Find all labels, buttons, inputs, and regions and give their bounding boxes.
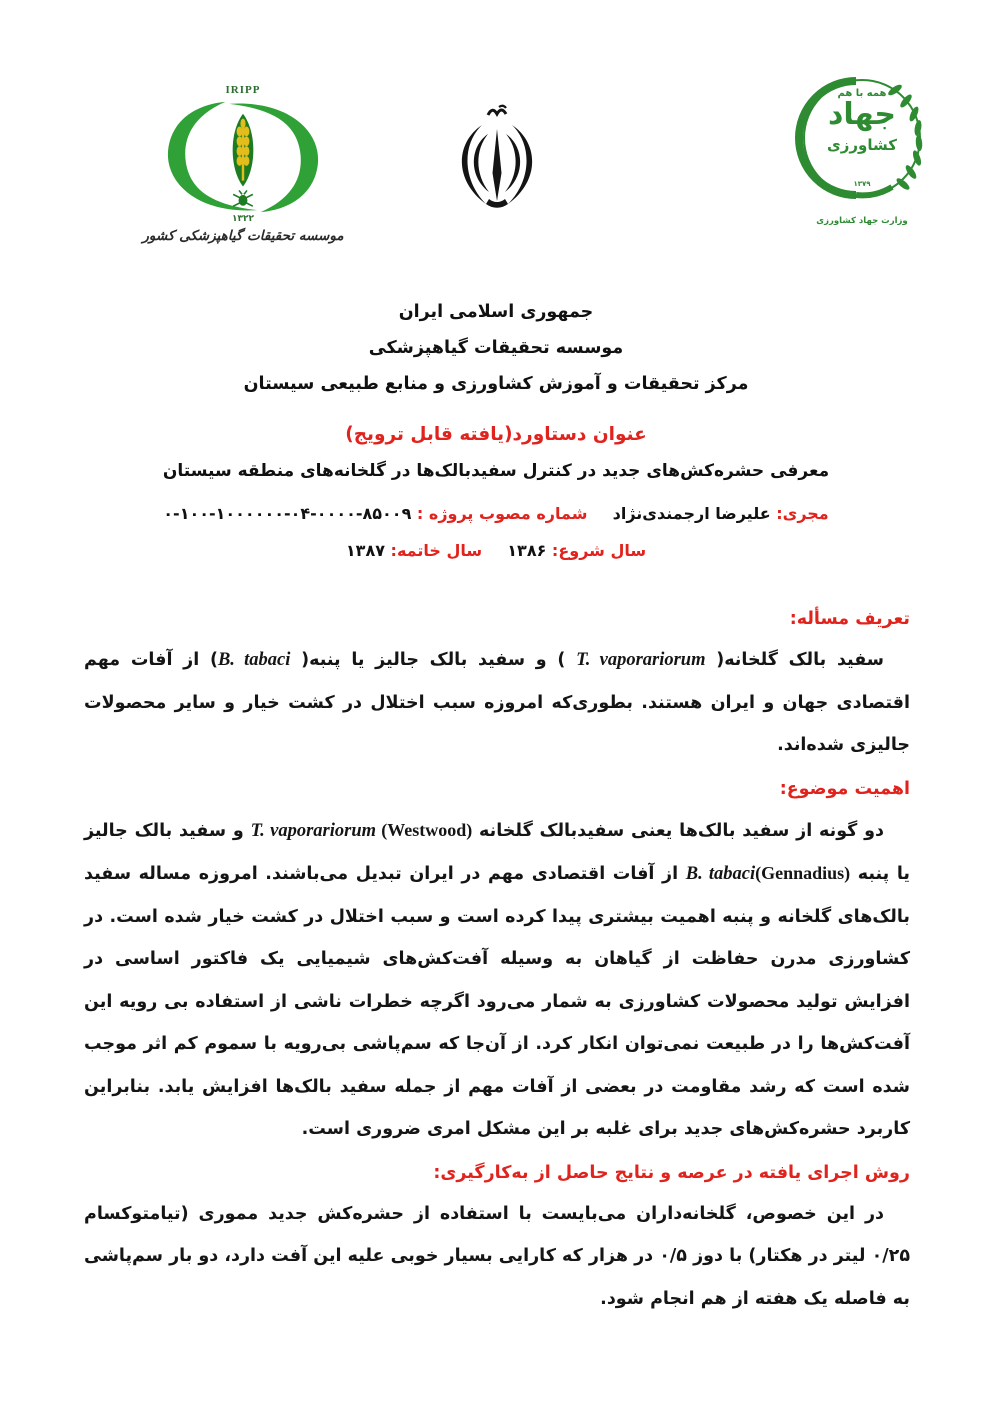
iripp-swirl-icon	[148, 96, 338, 218]
achievement-title: عنوان دستاورد(یافته قابل ترویج)	[345, 424, 647, 445]
logo-band	[0, 0, 992, 275]
iripp-logo-text: IRIPP	[225, 84, 261, 96]
org-line-institute: موسسه تحقیقات گیاهپزشکی	[368, 338, 624, 358]
end-year-value: ۱۳۸۷	[345, 541, 385, 560]
jahad-name: جهاد	[827, 97, 897, 132]
jahad-year: ۱۳۷۹	[853, 180, 871, 188]
start-year-value: ۱۳۸۶	[507, 541, 547, 560]
section-body-method: در این خصوص، گلخانه‌داران می‌بایست با استفاده از حشره‌کش جدید مموری (تیامتوکسام ۰/۲۵ لیتر در هکتار) با دوز ۰/۵ در هزار که کارایی بسیار خوبی علیه این آفت دارد، دو بار سم‌پاشی به فاصله یک هفته از هم انجام شود.	[84, 1203, 910, 1309]
executor-label: مجری:	[776, 504, 829, 523]
iripp-year: ۱۳۲۲	[232, 214, 254, 224]
meta-years-line	[0, 541, 992, 560]
project-number-label: شماره مصوب پروژه :	[416, 504, 588, 523]
section-heading-method: روش اجرای یافته در عرصه و نتایج حاصل از به‌کارگیری:	[433, 1162, 910, 1183]
jahad-keshavarzi-logo	[780, 62, 944, 226]
document-body	[84, 597, 910, 1320]
org-header	[0, 294, 992, 402]
section-heading-importance: اهمیت موضوع:	[779, 778, 910, 799]
org-line-country: جمهوری اسلامی ایران	[398, 302, 594, 322]
iripp-caption: موسسه تحقیقات گیاهپزشکی کشور	[142, 228, 344, 244]
start-year-label: سال شروع:	[551, 541, 647, 560]
finding-title: معرفی حشره‌کش‌های جدید در کنترل سفیدبالک‌ها در گلخانه‌های منطقه سیستان	[162, 461, 830, 481]
section-body-problem: سفید بالک گلخانه( T. vaporariorum ) و سفید بالک جالیز یا پنبه( B. tabaci) از آفات مهم اقتصادی جهان و ایران هستند. بطوری‌که امروزه سبب اختلال در کشت خیار و سایر محصولات جالیزی شده‌اند.	[84, 650, 910, 755]
jahad-caption: وزارت جهاد کشاورزی	[816, 216, 908, 226]
project-number-value: ۸۵۰۰۹-۰۰۰۰-۰۴-۱۰۰۰۰۰۰-۱۰۰-۰	[163, 504, 412, 523]
meta-executor-line	[0, 504, 992, 523]
jahad-motto: همه با هم	[837, 88, 887, 99]
jahad-subname: کشاورزی	[827, 136, 897, 154]
section-body-importance: دو گونه از سفید بالک‌ها یعنی سفیدبالک گلخانه T. vaporariorum (Westwood) و سفید بالک جالیز یا پنبه B. tabaci(Gennadius) از آفات اقتصادی مهم در ایران تبدیل می‌باشند. امروزه مساله سفید بالک‌های گلخانه و پنبه اهمیت بیشتری پیدا کرده است و سبب اختلال در کشت خیار شده است. در کشاورزی مدرن حفاظت از گیاهان به وسیله آفت‌کش‌های شیمیایی یک فاکتور اساسی در افزایش تولید محصولات کشاورزی به شمار می‌رود اگرچه خطرات ناشی از استفاده بی رویه این آفت‌کش‌ها را در طبیعت نمی‌توان انکار کرد. از آن‌جا که سم‌پاشی بی‌رویه با سموم کم اثر موجب شده است که رشد مقاومت در بعضی از آفات مهم از جمله سفید بالک‌ها افزایش یابد. بنابراین کاربرد حشره‌کش‌های جدید برای غلبه بر این مشکل امری ضروری است.	[84, 819, 910, 1139]
end-year-label: سال خاتمه:	[390, 541, 483, 560]
section-heading-problem: تعریف مسأله:	[789, 609, 910, 629]
iran-emblem-icon	[444, 100, 550, 218]
iripp-logo	[138, 84, 348, 244]
org-line-center: مرکز تحقیقات و آموزش کشاورزی و منابع طبیعی سیستان	[243, 374, 749, 394]
executor-name: علیرضا ارجمندی‌نژاد	[612, 504, 771, 523]
